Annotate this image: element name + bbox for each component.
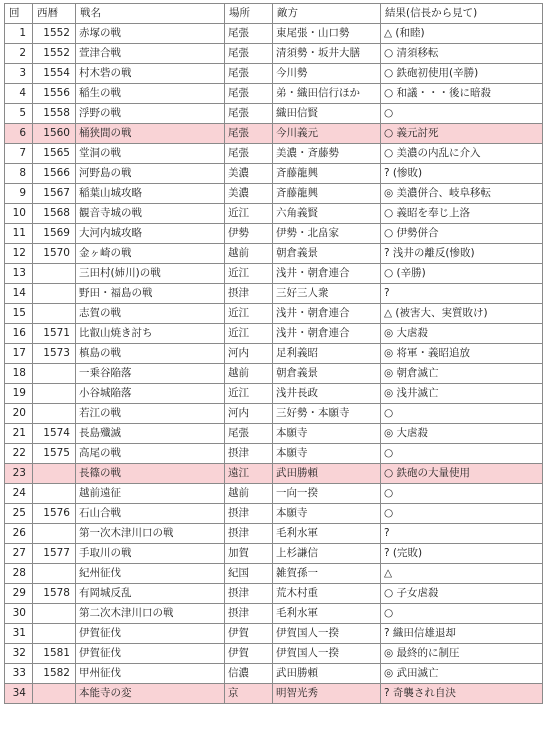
cell-enemy: 浅井・朝倉連合 (273, 324, 381, 344)
cell-battle: 金ヶ崎の戦 (76, 244, 225, 264)
table-row (5, 284, 543, 304)
cell-year: 1582 (33, 664, 76, 684)
cell-battle: 河野島の戦 (76, 164, 225, 184)
cell-result: ? 織田信雄退却 (381, 624, 543, 644)
cell-result: ○ (381, 444, 543, 464)
cell-no: 7 (5, 144, 33, 164)
cell-year: 1560 (33, 124, 76, 144)
header-battle: 戦名 (76, 4, 225, 24)
table-row (5, 124, 543, 144)
cell-no: 16 (5, 324, 33, 344)
table-row (5, 444, 543, 464)
cell-enemy: 三好勢・本願寺 (273, 404, 381, 424)
cell-enemy: 足利義昭 (273, 344, 381, 364)
cell-no: 22 (5, 444, 33, 464)
cell-battle: 槙島の戦 (76, 344, 225, 364)
cell-year (33, 464, 76, 484)
cell-place: 近江 (225, 384, 273, 404)
table-row (5, 164, 543, 184)
cell-result: ○ (381, 404, 543, 424)
cell-battle: 伊賀征伐 (76, 644, 225, 664)
cell-enemy: 斉藤龍興 (273, 184, 381, 204)
cell-result: ◎ 最終的に制圧 (381, 644, 543, 664)
cell-result: ○ (辛勝) (381, 264, 543, 284)
cell-place: 近江 (225, 324, 273, 344)
cell-place: 加賀 (225, 544, 273, 564)
cell-battle: 大河内城攻略 (76, 224, 225, 244)
cell-battle: 本能寺の変 (76, 684, 225, 704)
cell-enemy: 織田信賢 (273, 104, 381, 124)
cell-place: 近江 (225, 264, 273, 284)
table-row (5, 144, 543, 164)
cell-result: ○ 鉄砲初使用(辛勝) (381, 64, 543, 84)
table-row (5, 304, 543, 324)
cell-battle: 赤塚の戦 (76, 24, 225, 44)
cell-battle: 志賀の戦 (76, 304, 225, 324)
cell-battle: 村木砦の戦 (76, 64, 225, 84)
cell-year (33, 604, 76, 624)
cell-year: 1576 (33, 504, 76, 524)
cell-enemy: 東尾張・山口勢 (273, 24, 381, 44)
cell-enemy: 本願寺 (273, 504, 381, 524)
battle-table-container (4, 3, 543, 704)
cell-result: ◎ 美濃併合、岐阜移転 (381, 184, 543, 204)
cell-place: 伊賀 (225, 624, 273, 644)
cell-enemy: 一向一揆 (273, 484, 381, 504)
cell-battle: 伊賀征伐 (76, 624, 225, 644)
cell-result: △ (被害大、実質敗け) (381, 304, 543, 324)
cell-no: 5 (5, 104, 33, 124)
cell-place: 京 (225, 684, 273, 704)
cell-year (33, 684, 76, 704)
cell-no: 14 (5, 284, 33, 304)
cell-result: ◎ 大虐殺 (381, 424, 543, 444)
cell-no: 18 (5, 364, 33, 384)
cell-no: 4 (5, 84, 33, 104)
cell-enemy: 六角義賢 (273, 204, 381, 224)
cell-place: 摂津 (225, 524, 273, 544)
cell-year: 1554 (33, 64, 76, 84)
table-row (5, 684, 543, 704)
cell-result: ? (381, 284, 543, 304)
cell-year: 1575 (33, 444, 76, 464)
cell-enemy: 伊賀国人一揆 (273, 644, 381, 664)
cell-year: 1577 (33, 544, 76, 564)
cell-result: ? (381, 524, 543, 544)
cell-battle: 長島殲滅 (76, 424, 225, 444)
table-row (5, 264, 543, 284)
cell-place: 尾張 (225, 424, 273, 444)
cell-enemy: 武田勝頼 (273, 464, 381, 484)
cell-result: ○ 和議・・・後に暗殺 (381, 84, 543, 104)
cell-place: 遠江 (225, 464, 273, 484)
table-row (5, 504, 543, 524)
cell-result: ◎ 武田滅亡 (381, 664, 543, 684)
cell-place: 近江 (225, 204, 273, 224)
cell-no: 8 (5, 164, 33, 184)
cell-result: ○ 子女虐殺 (381, 584, 543, 604)
cell-no: 3 (5, 64, 33, 84)
cell-no: 9 (5, 184, 33, 204)
cell-year (33, 564, 76, 584)
cell-battle: 長篠の戦 (76, 464, 225, 484)
cell-result: △ (和睦) (381, 24, 543, 44)
cell-no: 28 (5, 564, 33, 584)
table-row (5, 484, 543, 504)
cell-battle: 小谷城陥落 (76, 384, 225, 404)
cell-no: 17 (5, 344, 33, 364)
cell-enemy: 上杉謙信 (273, 544, 381, 564)
cell-result: ○ 義昭を奉じ上洛 (381, 204, 543, 224)
cell-year: 1581 (33, 644, 76, 664)
cell-place: 美濃 (225, 184, 273, 204)
cell-place: 尾張 (225, 124, 273, 144)
cell-enemy: 毛利水軍 (273, 524, 381, 544)
cell-battle: 三田村(姉川)の戦 (76, 264, 225, 284)
table-row (5, 644, 543, 664)
cell-no: 19 (5, 384, 33, 404)
cell-battle: 第一次木津川口の戦 (76, 524, 225, 544)
cell-no: 30 (5, 604, 33, 624)
cell-result: ? (惨敗) (381, 164, 543, 184)
cell-enemy: 清須勢・坂井大膳 (273, 44, 381, 64)
table-row (5, 604, 543, 624)
cell-battle: 手取川の戦 (76, 544, 225, 564)
cell-battle: 第二次木津川口の戦 (76, 604, 225, 624)
cell-enemy: 浅井・朝倉連合 (273, 304, 381, 324)
cell-place: 河内 (225, 344, 273, 364)
cell-result: ? (完敗) (381, 544, 543, 564)
table-row (5, 404, 543, 424)
cell-place: 越前 (225, 244, 273, 264)
cell-enemy: 三好三人衆 (273, 284, 381, 304)
table-row (5, 324, 543, 344)
cell-enemy: 毛利水軍 (273, 604, 381, 624)
cell-battle: 萱津合戦 (76, 44, 225, 64)
cell-battle: 観音寺城の戦 (76, 204, 225, 224)
cell-no: 2 (5, 44, 33, 64)
table-row (5, 84, 543, 104)
cell-year (33, 364, 76, 384)
cell-year (33, 404, 76, 424)
table-row (5, 64, 543, 84)
cell-year: 1569 (33, 224, 76, 244)
header-result: 結果(信長から見て) (381, 4, 543, 24)
cell-result: △ (381, 564, 543, 584)
header-year: 西暦 (33, 4, 76, 24)
cell-place: 摂津 (225, 444, 273, 464)
table-row (5, 104, 543, 124)
cell-year: 1571 (33, 324, 76, 344)
cell-battle: 浮野の戦 (76, 104, 225, 124)
cell-battle: 紀州征伐 (76, 564, 225, 584)
cell-enemy: 本願寺 (273, 424, 381, 444)
cell-no: 34 (5, 684, 33, 704)
table-row (5, 184, 543, 204)
cell-result: ○ 鉄砲の大量使用 (381, 464, 543, 484)
cell-year: 1574 (33, 424, 76, 444)
cell-enemy: 弟・織田信行ほか (273, 84, 381, 104)
table-row (5, 44, 543, 64)
cell-year: 1552 (33, 24, 76, 44)
table-row (5, 244, 543, 264)
cell-enemy: 斉藤龍興 (273, 164, 381, 184)
cell-enemy: 朝倉義景 (273, 364, 381, 384)
cell-place: 伊賀 (225, 644, 273, 664)
cell-result: ? 奇襲され自決 (381, 684, 543, 704)
cell-enemy: 朝倉義景 (273, 244, 381, 264)
cell-year (33, 524, 76, 544)
cell-year: 1556 (33, 84, 76, 104)
cell-place: 尾張 (225, 44, 273, 64)
cell-place: 摂津 (225, 284, 273, 304)
cell-result: ? 浅井の離反(惨敗) (381, 244, 543, 264)
cell-enemy: 今川勢 (273, 64, 381, 84)
cell-year: 1558 (33, 104, 76, 124)
cell-enemy: 浅井長政 (273, 384, 381, 404)
cell-no: 21 (5, 424, 33, 444)
cell-enemy: 本願寺 (273, 444, 381, 464)
table-row (5, 384, 543, 404)
cell-year (33, 624, 76, 644)
cell-battle: 若江の戦 (76, 404, 225, 424)
cell-year: 1566 (33, 164, 76, 184)
cell-no: 12 (5, 244, 33, 264)
table-row (5, 224, 543, 244)
cell-no: 25 (5, 504, 33, 524)
cell-enemy: 荒木村重 (273, 584, 381, 604)
cell-battle: 石山合戦 (76, 504, 225, 524)
header-enemy: 敵方 (273, 4, 381, 24)
cell-no: 32 (5, 644, 33, 664)
cell-result: ◎ 大虐殺 (381, 324, 543, 344)
table-row (5, 584, 543, 604)
cell-no: 13 (5, 264, 33, 284)
cell-enemy: 雑賀孫一 (273, 564, 381, 584)
cell-place: 近江 (225, 304, 273, 324)
header-no: 回 (5, 4, 33, 24)
table-row (5, 464, 543, 484)
cell-place: 信濃 (225, 664, 273, 684)
cell-result: ◎ 浅井滅亡 (381, 384, 543, 404)
cell-year (33, 304, 76, 324)
cell-year (33, 264, 76, 284)
cell-no: 23 (5, 464, 33, 484)
cell-battle: 一乗谷陥落 (76, 364, 225, 384)
cell-no: 15 (5, 304, 33, 324)
cell-battle: 桶狭間の戦 (76, 124, 225, 144)
cell-result: ○ (381, 504, 543, 524)
cell-place: 伊勢 (225, 224, 273, 244)
cell-year (33, 284, 76, 304)
cell-battle: 稲生の戦 (76, 84, 225, 104)
cell-battle: 稲葉山城攻略 (76, 184, 225, 204)
table-row (5, 364, 543, 384)
cell-place: 美濃 (225, 164, 273, 184)
table-row (5, 424, 543, 444)
cell-battle: 甲州征伐 (76, 664, 225, 684)
cell-no: 11 (5, 224, 33, 244)
cell-enemy: 浅井・朝倉連合 (273, 264, 381, 284)
cell-place: 尾張 (225, 64, 273, 84)
cell-battle: 堂洞の戦 (76, 144, 225, 164)
cell-enemy: 今川義元 (273, 124, 381, 144)
cell-no: 1 (5, 24, 33, 44)
cell-year (33, 484, 76, 504)
cell-battle: 比叡山焼き討ち (76, 324, 225, 344)
cell-enemy: 伊賀国人一揆 (273, 624, 381, 644)
cell-no: 10 (5, 204, 33, 224)
cell-place: 紀国 (225, 564, 273, 584)
table-row (5, 544, 543, 564)
cell-result: ○ 義元討死 (381, 124, 543, 144)
cell-place: 摂津 (225, 504, 273, 524)
cell-enemy: 明智光秀 (273, 684, 381, 704)
cell-place: 越前 (225, 484, 273, 504)
cell-place: 摂津 (225, 604, 273, 624)
cell-year: 1565 (33, 144, 76, 164)
cell-result: ○ 美濃の内乱に介入 (381, 144, 543, 164)
cell-no: 27 (5, 544, 33, 564)
cell-enemy: 美濃・斉藤勢 (273, 144, 381, 164)
cell-result: ◎ 朝倉滅亡 (381, 364, 543, 384)
cell-no: 24 (5, 484, 33, 504)
cell-battle: 有岡城反乱 (76, 584, 225, 604)
table-row (5, 24, 543, 44)
cell-year: 1573 (33, 344, 76, 364)
cell-place: 尾張 (225, 104, 273, 124)
cell-place: 尾張 (225, 24, 273, 44)
cell-no: 6 (5, 124, 33, 144)
cell-no: 33 (5, 664, 33, 684)
cell-year (33, 384, 76, 404)
cell-enemy: 武田勝頼 (273, 664, 381, 684)
cell-year: 1578 (33, 584, 76, 604)
cell-no: 31 (5, 624, 33, 644)
cell-year: 1570 (33, 244, 76, 264)
cell-battle: 野田・福島の戦 (76, 284, 225, 304)
cell-no: 26 (5, 524, 33, 544)
table-row (5, 624, 543, 644)
cell-result: ○ 伊勢併合 (381, 224, 543, 244)
table-row (5, 344, 543, 364)
table-row (5, 664, 543, 684)
table-body (5, 24, 543, 704)
cell-result: ○ 清須移転 (381, 44, 543, 64)
cell-year: 1567 (33, 184, 76, 204)
table-header-row (5, 4, 543, 24)
cell-result: ◎ 将軍・義昭追放 (381, 344, 543, 364)
cell-result: ○ (381, 484, 543, 504)
header-place: 場所 (225, 4, 273, 24)
table-row (5, 564, 543, 584)
cell-enemy: 伊勢・北畠家 (273, 224, 381, 244)
cell-no: 20 (5, 404, 33, 424)
table-row (5, 204, 543, 224)
cell-place: 尾張 (225, 84, 273, 104)
cell-result: ○ (381, 104, 543, 124)
cell-place: 摂津 (225, 584, 273, 604)
cell-battle: 高尾の戦 (76, 444, 225, 464)
cell-battle: 越前遠征 (76, 484, 225, 504)
cell-place: 尾張 (225, 144, 273, 164)
cell-place: 河内 (225, 404, 273, 424)
cell-place: 越前 (225, 364, 273, 384)
cell-year: 1568 (33, 204, 76, 224)
cell-year: 1552 (33, 44, 76, 64)
cell-result: ○ (381, 604, 543, 624)
cell-no: 29 (5, 584, 33, 604)
nobunaga-battles-table (4, 3, 543, 704)
table-row (5, 524, 543, 544)
